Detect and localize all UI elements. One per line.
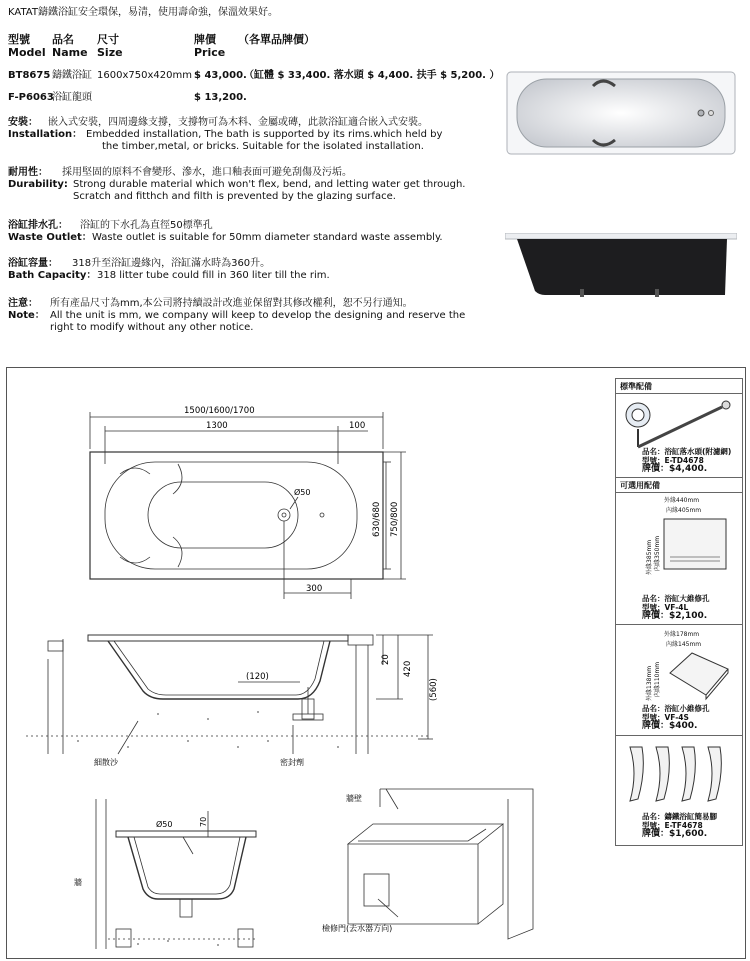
head-model-en: Model: [8, 46, 46, 59]
intro-text: KATAT鑄鐵浴缸安全環保，易清，使用壽命強，保溫效果好。: [8, 7, 278, 18]
install-label-cn: 安裝：: [8, 117, 38, 128]
opt1-inner-h: 內緣350mm: [654, 535, 661, 571]
durability-text-cn: 採用堅固的原料不會變形、滲水，進口釉表面可避免刮傷及污垢。: [62, 167, 352, 178]
head-price-en: Price: [194, 46, 226, 59]
label-seal: 密封劑: [280, 758, 304, 767]
head-price-cn: 牌價: [194, 33, 216, 46]
opt2-price: 牌價：$400.: [642, 721, 698, 731]
opt3-price: 牌價：$1,600.: [642, 829, 708, 839]
dim-waste-gap: (120): [246, 672, 269, 682]
small-access-panel-icon: [662, 649, 732, 701]
large-access-panel-icon: [660, 515, 732, 573]
waste-label-en: Waste Outlet：: [8, 232, 92, 243]
dim-end-rim: 70: [199, 816, 208, 827]
row1-note: （缸體 $ 33,400. 落水頭 $ 4,400. 扶手 $ 5,200. ）: [244, 70, 500, 81]
std-item-name: 品名：浴缸落水頭(附濾網): [642, 447, 732, 456]
waste-text-cn: 浴缸的下水孔為直徑50標準孔: [80, 220, 213, 231]
dim-rim: 20: [381, 654, 391, 665]
capacity-label-en: Bath Capacity：: [8, 270, 97, 281]
label-sand: 細散沙: [94, 758, 118, 767]
std-item-model: 型號：E-TD4678: [642, 456, 704, 465]
durability-text-en-1: Strong durable material which won't flex, bend, and letting water get through.: [73, 179, 466, 190]
opt2-outer-w: 外緣178mm: [664, 631, 700, 638]
dim-drain-offset: 300: [306, 584, 323, 594]
head-size-en: Size: [97, 46, 123, 59]
row1-model: BT8675: [8, 70, 51, 81]
opt2-outer-h: 外緣138mm: [646, 665, 653, 701]
dim-top-overall: 1500/1600/1700: [184, 406, 255, 416]
bathtub-feet-icon: [624, 741, 736, 809]
install-text-cn: 嵌入式安裝，四周邊緣支撐，支撐物可為木料、金屬或磚，此款浴缸適合嵌入式安裝。: [48, 117, 428, 128]
row2-price: $ 13,200.: [194, 92, 247, 103]
opt2-inner-h: 內緣110mm: [654, 661, 661, 697]
note-text-en-2: right to modify without any other notice.: [50, 322, 254, 333]
dim-end-drain: Ø50: [156, 820, 173, 829]
opt3-model: 型號：E-TF4678: [642, 821, 703, 830]
install-text-en-1: Embedded installation, The bath is supported by its rims.which held by: [86, 129, 443, 140]
note-label-en: Note：: [8, 310, 45, 321]
durability-label-cn: 耐用性：: [8, 167, 48, 178]
head-price-note: （各單品牌價）: [238, 33, 315, 46]
waste-text-en: Waste outlet is suitable for 50mm diameter standard waste assembly.: [92, 232, 443, 243]
opt-title: 可選用配備: [620, 481, 660, 490]
dim-top-edge: 100: [349, 421, 366, 431]
note-label-cn: 注意：: [8, 298, 38, 309]
head-name-en: Name: [52, 46, 88, 59]
divider: [616, 735, 742, 736]
note-text-cn: 所有產品尺寸為mm,本公司將持續設計改進並保留對其修改權利，恕不另行通知。: [50, 298, 413, 309]
divider: [616, 492, 742, 493]
capacity-text-en: 318 litter tube could fill in 360 liter till the rim.: [97, 270, 330, 281]
waste-drain-icon: [622, 399, 736, 453]
install-label-en: Installation：: [8, 129, 83, 140]
head-name-cn: 品名: [52, 33, 74, 46]
dim-drain: Ø50: [294, 488, 311, 497]
opt1-price: 牌價：$2,100.: [642, 611, 708, 621]
label-access-door: 檢修門(去水器方向): [322, 924, 393, 933]
head-model-cn: 型號: [8, 33, 30, 46]
accessory-panel: [615, 378, 743, 846]
dim-top-inner: 1300: [206, 421, 228, 431]
technical-drawing: [8, 369, 613, 955]
opt1-outer-w: 外緣440mm: [664, 497, 700, 504]
divider: [616, 393, 742, 394]
capacity-text-cn: 318升至浴缸邊緣內，浴缸滿水時為360升。: [72, 258, 271, 269]
opt2-model: 型號：VF-4S: [642, 713, 689, 722]
row1-size: 1600x750x420mm: [97, 70, 192, 81]
label-wall: 牆壁: [346, 794, 362, 803]
durability-text-en-2: Scratch and fitthch and filth is prevented by the glazing surface.: [73, 191, 396, 202]
opt2-name: 品名：浴缸小維修孔: [642, 704, 710, 713]
opt3-name: 品名：鑄鐵浴缸簡易腳: [642, 812, 717, 821]
divider: [616, 477, 742, 478]
std-title: 標準配備: [620, 382, 652, 391]
row2-name: 浴缸龍頭: [52, 92, 92, 103]
dim-depth: 420: [403, 660, 413, 677]
dim-width-overall: 750/800: [390, 501, 400, 537]
row1-price: $ 43,000.: [194, 70, 247, 81]
bathtub-side-photo: [505, 233, 737, 299]
install-text-en-2: the timber,metal, or bricks. Suitable for the isolated installation.: [102, 141, 424, 152]
opt1-model: 型號：VF-4L: [642, 603, 689, 612]
row1-name: 鑄鐵浴缸: [52, 70, 92, 81]
opt1-inner-w: 內緣405mm: [666, 507, 702, 514]
std-item-price: 牌價：$4,400.: [642, 464, 708, 474]
note-text-en-1: All the unit is mm, we company will keep to develop the designing and reserve the: [50, 310, 466, 321]
divider: [616, 624, 742, 625]
dim-width-inner: 630/680: [372, 501, 382, 537]
head-size-cn: 尺寸: [97, 33, 119, 46]
dim-total-height: (560): [429, 678, 439, 701]
opt1-name: 品名：浴缸大維修孔: [642, 594, 710, 603]
bathtub-top-photo: [505, 70, 737, 156]
waste-label-cn: 浴缸排水孔：: [8, 220, 68, 231]
capacity-label-cn: 浴缸容量：: [8, 258, 58, 269]
opt1-outer-h: 外緣385mm: [646, 539, 653, 575]
durability-label-en: Durability:: [8, 179, 68, 190]
label-brick: 牆: [74, 878, 82, 887]
row2-model: F-P6063: [8, 92, 54, 103]
opt2-inner-w: 內緣145mm: [666, 641, 702, 648]
